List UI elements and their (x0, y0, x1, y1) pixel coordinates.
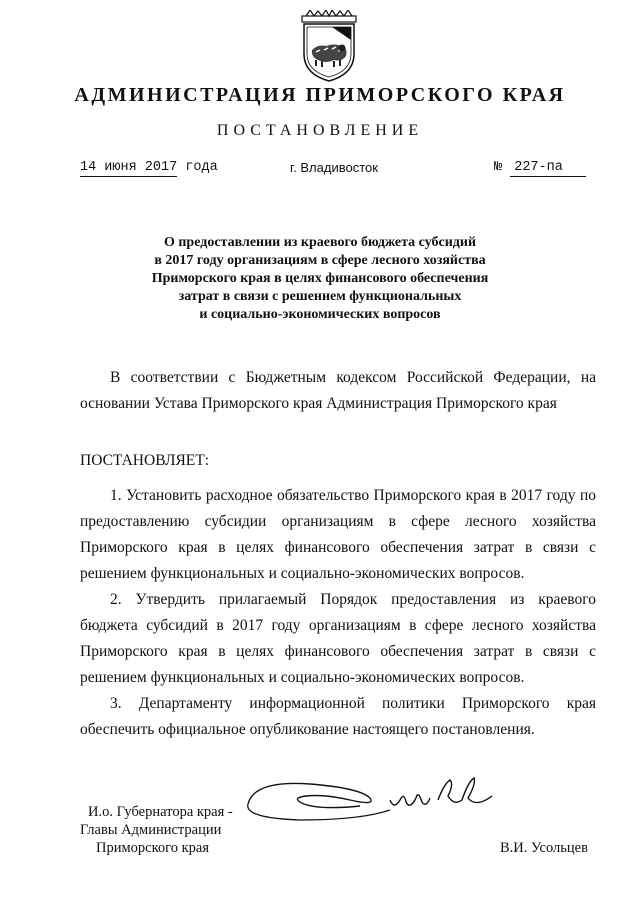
coat-of-arms-emblem (298, 10, 360, 82)
title-line: О предоставлении из краевого бюджета субсидий (163, 235, 477, 250)
resolves-label: ПОСТАНОВЛЯЕТ: (80, 452, 210, 469)
date-value: 14 июня 2017 (80, 160, 178, 175)
signatory-position-line2: Главы Администрации (80, 822, 222, 838)
number-label: № (494, 160, 503, 175)
document-number (494, 160, 586, 177)
title-line: в 2017 году организациям в сфере лесного хозяйства (154, 253, 486, 268)
date-suffix: года (185, 160, 218, 175)
number-value: 227-па (510, 160, 586, 177)
title-line: Приморского края в целях финансового обеспечения (151, 271, 489, 286)
document-date (80, 160, 218, 177)
resolution-items (80, 483, 596, 743)
organization-name: АДМИНИСТРАЦИЯ ПРИМОРСКОГО КРАЯ (74, 84, 566, 106)
signatory-position-line1: И.о. Губернатора края - (88, 804, 233, 820)
document-type: ПОСТАНОВЛЕНИЕ (216, 122, 424, 139)
preamble (80, 365, 596, 417)
signatory-name: В.И. Усольцев (500, 840, 588, 856)
resolution-item: 1. Установить расходное обязательство Приморского края в 2017 году по предоставлению субсидии организациям в сфере лесного хозяйства Приморского края в целях финансового обеспечения затрат в связи с решением функциональных и социально-экономических вопросов. (80, 487, 596, 582)
signatory-position-line3: Приморского края (96, 840, 210, 856)
title-line: затрат в связи с решением функциональных (178, 289, 462, 304)
resolution-item: 2. Утвердить прилагаемый Порядок предоставления из краевого бюджета субсидий в 2017 году организациям в сфере лесного хозяйства Приморского края в целях финансового обеспечения затрат в связи с решением функциональных и социально-экономических вопросов. (80, 591, 596, 686)
document-city: г. Владивосток (290, 160, 378, 175)
document-title (60, 234, 580, 324)
resolution-item: 3. Департаменту информационной политики Приморского края обеспечить официальное опубликование настоящего постановления. (80, 695, 596, 738)
preamble-text: В соответствии с Бюджетным кодексом Российской Федерации, на основании Устава Приморского края Администрация Приморского края (80, 369, 596, 412)
title-line: и социально-экономических вопросов (199, 307, 441, 322)
handwritten-signature (240, 770, 540, 830)
